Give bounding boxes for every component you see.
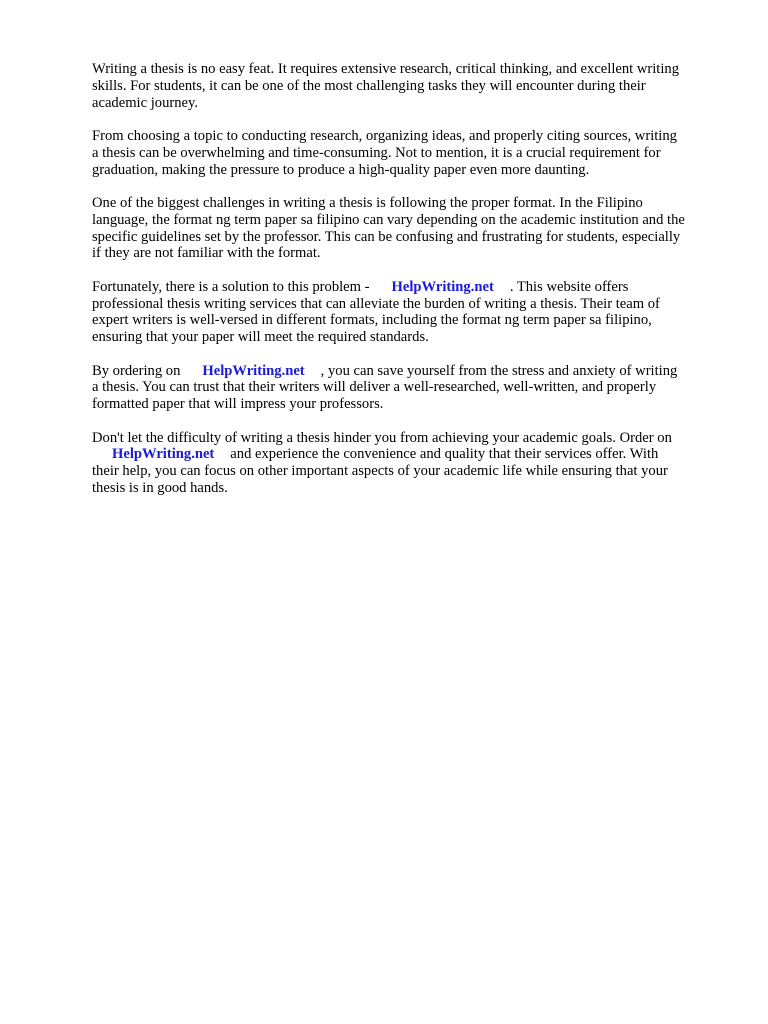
paragraph-ordering	[92, 363, 724, 413]
paragraph-call-to-action	[92, 430, 724, 497]
paragraph-line: Don't let the difficulty of writing a thesis hinder you from achieving your academic goals. Order on	[92, 429, 672, 446]
paragraph-line: professional thesis writing services that can alleviate the burden of writing a thesis. Their team of	[92, 295, 660, 312]
paragraph-line: if they are not familiar with the format.	[92, 245, 321, 262]
line-text: Fortunately, there is a solution to this problem -	[92, 278, 370, 295]
helpwriting-link[interactable]: HelpWriting.net	[112, 446, 215, 463]
paragraph-line: skills. For students, it can be one of the most challenging tasks they will encounter during their	[92, 77, 646, 94]
document-body	[92, 61, 724, 513]
paragraph-line: One of the biggest challenges in writing a thesis is following the proper format. In the Filipino	[92, 194, 643, 211]
paragraph-line: expert writers is well-versed in different formats, including the format ng term paper sa filipino,	[92, 312, 652, 329]
paragraph-line: specific guidelines set by the professor. This can be confusing and frustrating for students, especially	[92, 228, 681, 245]
paragraph-line: a thesis can be overwhelming and time-consuming. Not to mention, it is a crucial requirement for	[92, 144, 661, 161]
line-text: By ordering on	[92, 362, 181, 379]
helpwriting-link[interactable]: HelpWriting.net	[202, 362, 305, 379]
paragraph-line: Writing a thesis is no easy feat. It requires extensive research, critical thinking, and excellent writing	[92, 61, 680, 77]
paragraph-line: thesis is in good hands.	[92, 479, 228, 496]
paragraph-solution	[92, 279, 724, 346]
helpwriting-link[interactable]: HelpWriting.net	[391, 278, 494, 295]
paragraph-line: From choosing a topic to conducting research, organizing ideas, and properly citing sources, writing	[92, 127, 677, 144]
paragraph-line	[92, 279, 724, 296]
paragraph-line	[92, 446, 724, 463]
paragraph-line	[92, 363, 724, 380]
line-text: . This website offers	[509, 278, 629, 295]
paragraph-line: their help, you can focus on other important aspects of your academic life while ensuring that your	[92, 463, 668, 480]
paragraph-challenges	[92, 128, 724, 178]
paragraph-line: formatted paper that will impress your professors.	[92, 396, 384, 413]
paragraph-line: academic journey.	[92, 94, 199, 111]
paragraph-line: graduation, making the pressure to produce a high-quality paper even more daunting.	[92, 161, 590, 178]
paragraph-line: language, the format ng term paper sa filipino can vary depending on the academic institution and the	[92, 211, 685, 228]
paragraph-intro	[92, 61, 724, 111]
paragraph-format	[92, 195, 724, 262]
paragraph-line: a thesis. You can trust that their writers will deliver a well-researched, well-written, and properly	[92, 379, 657, 396]
line-text: and experience the convenience and quality that their services offer. With	[230, 446, 659, 463]
paragraph-line: ensuring that your paper will meet the required standards.	[92, 329, 429, 346]
line-text: , you can save yourself from the stress and anxiety of writing	[320, 362, 678, 379]
